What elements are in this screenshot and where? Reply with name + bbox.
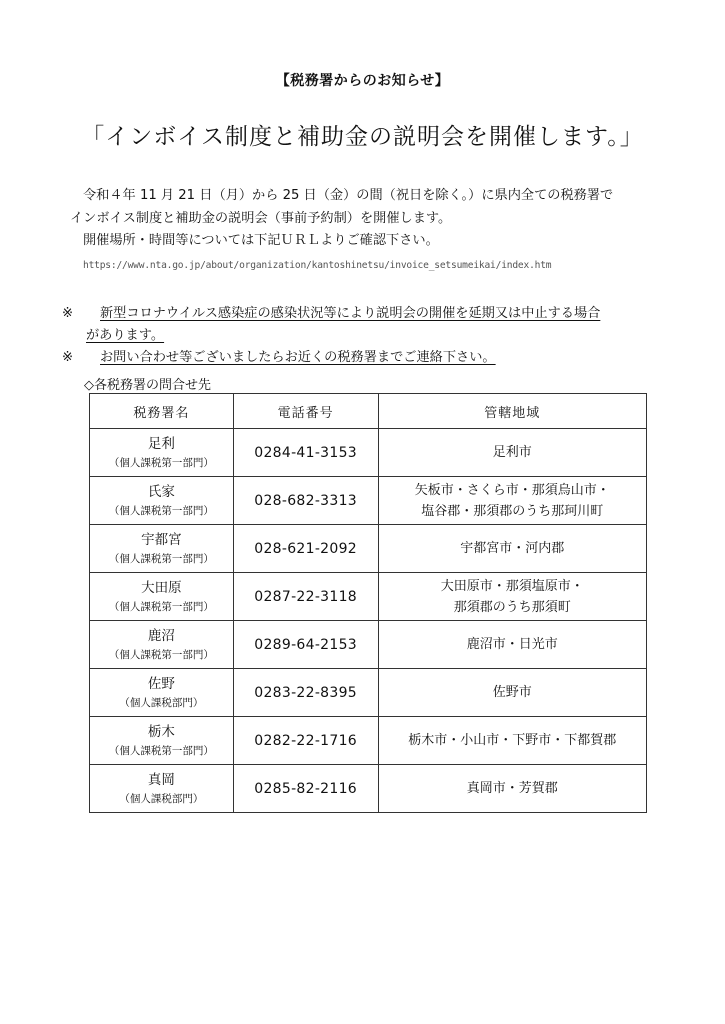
jurisdiction-line: 宇都宮市・河内郡 <box>460 541 565 556</box>
jurisdiction-line: 足利市 <box>492 445 532 460</box>
body-line: インボイス制度と補助金の説明会（事前予約制）を開催します。 <box>70 210 452 226</box>
table-row <box>90 525 647 573</box>
jurisdiction-cell <box>378 765 646 813</box>
note-text: 新型コロナウイルス感染症の感染状況等により説明会の開催を延期又は中止する場合 <box>100 306 601 321</box>
phone-number: 0287-22-3118 <box>233 573 378 621</box>
office-department: （個人課税第一部門） <box>108 648 214 661</box>
jurisdiction-line: 大田原市・那須塩原市・ <box>440 578 584 594</box>
table-header-row <box>90 394 647 429</box>
office-name: 栃木 <box>147 723 175 740</box>
office-cell <box>90 621 234 669</box>
table-row <box>90 621 647 669</box>
office-department: （個人課税部門） <box>119 792 204 805</box>
note-item <box>62 347 682 369</box>
note-continuation: があります。 <box>86 328 165 343</box>
phone-number: 028-621-2092 <box>233 525 378 573</box>
column-header-area: 管轄地域 <box>378 394 646 429</box>
office-department: （個人課税第一部門） <box>108 456 214 469</box>
office-department: （個人課税部門） <box>119 696 204 709</box>
jurisdiction-line: 佐野市 <box>492 685 532 700</box>
phone-number: 0285-82-2116 <box>233 765 378 813</box>
notice-body <box>70 185 670 277</box>
office-name: 鹿沼 <box>147 627 175 644</box>
jurisdiction-cell <box>378 669 646 717</box>
office-name: 真岡 <box>147 771 175 788</box>
jurisdiction-line: 矢板市・さくら市・那須烏山市・ <box>414 482 610 498</box>
jurisdiction-cell <box>378 621 646 669</box>
jurisdiction-cell <box>378 525 646 573</box>
office-cell <box>90 573 234 621</box>
contacts-table <box>89 393 647 813</box>
contacts-table-body <box>90 429 647 813</box>
jurisdiction-cell <box>378 429 646 477</box>
note-mark: ※ <box>62 306 74 321</box>
table-row <box>90 669 647 717</box>
office-cell <box>90 765 234 813</box>
table-row <box>90 477 647 525</box>
column-header-phone: 電話番号 <box>233 394 378 429</box>
jurisdiction-cell <box>378 477 646 525</box>
office-cell <box>90 669 234 717</box>
jurisdiction-line: 真岡市・芳賀郡 <box>466 781 558 796</box>
office-cell <box>90 525 234 573</box>
phone-number: 0283-22-8395 <box>233 669 378 717</box>
table-row <box>90 765 647 813</box>
office-cell <box>90 477 234 525</box>
jurisdiction-line: 塩谷郡・那須郡のうち那珂川町 <box>421 503 604 519</box>
column-header-office: 税務署名 <box>90 394 234 429</box>
note-text: お問い合わせ等ございましたらお近くの税務署までご連絡下さい。 <box>100 350 496 365</box>
jurisdiction-cell <box>378 573 646 621</box>
table-row <box>90 573 647 621</box>
table-row <box>90 429 647 477</box>
office-cell <box>90 717 234 765</box>
office-name: 佐野 <box>147 675 175 692</box>
contacts-caption: ◇各税務署の問合せ先 <box>84 378 211 393</box>
info-url-link[interactable]: https://www.nta.go.jp/about/organization/kantoshinetsu/invoice_setsumeikai/index.htm <box>83 259 552 271</box>
note-mark: ※ <box>62 350 74 365</box>
table-row <box>90 717 647 765</box>
jurisdiction-cell <box>378 717 646 765</box>
office-name: 足利 <box>147 435 175 452</box>
phone-number: 028-682-3313 <box>233 477 378 525</box>
jurisdiction-line: 鹿沼市・日光市 <box>466 637 558 652</box>
office-name: 宇都宮 <box>141 531 182 548</box>
page-title: 「インボイス制度と補助金の説明会を開催します。」 <box>81 124 644 150</box>
notes-section <box>62 303 682 369</box>
office-cell <box>90 429 234 477</box>
phone-number: 0289-64-2153 <box>233 621 378 669</box>
jurisdiction-line: 栃木市・小山市・下野市・下都賀郡 <box>408 733 617 748</box>
phone-number: 0282-22-1716 <box>233 717 378 765</box>
office-name: 氏家 <box>147 483 175 500</box>
office-department: （個人課税第一部門） <box>108 744 214 757</box>
phone-number: 0284-41-3153 <box>233 429 378 477</box>
jurisdiction-line: 那須郡のうち那須町 <box>453 599 571 615</box>
body-line: 令和４年 11 月 21 日（月）から 25 日（金）の間（祝日を除く。）に県内全ての税務署で <box>83 188 614 203</box>
office-department: （個人課税第一部門） <box>108 600 214 613</box>
office-name: 大田原 <box>141 579 182 596</box>
body-line: 開催場所・時間等については下記ＵＲＬよりご確認下さい。 <box>83 233 439 248</box>
office-department: （個人課税第一部門） <box>108 552 214 565</box>
note-item <box>62 303 682 325</box>
notice-header: 【税務署からのお知らせ】 <box>275 73 450 89</box>
office-department: （個人課税第一部門） <box>108 504 214 517</box>
